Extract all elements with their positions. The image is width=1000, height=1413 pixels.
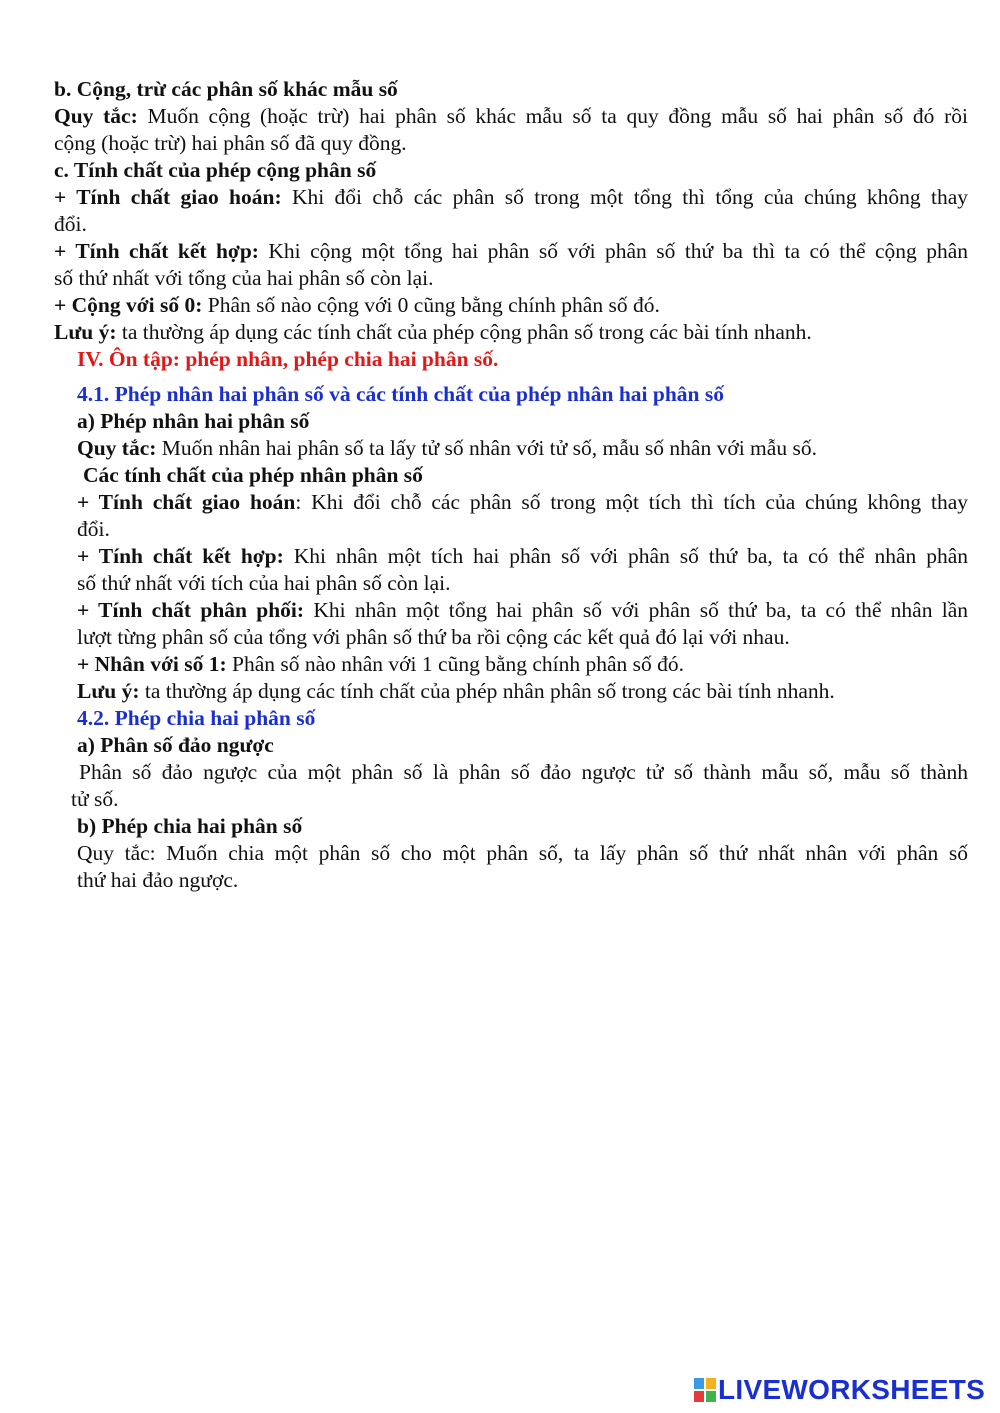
heading-mult-props: Các tính chất của phép nhân phân số	[83, 463, 423, 487]
note-mult-line: Lưu ý: ta thường áp dụng các tính chất của phép nhân phân số trong các bài tính nhanh.	[77, 679, 835, 703]
liveworksheets-logo	[694, 1374, 990, 1406]
heading-c: c. Tính chất của phép cộng phân số	[54, 158, 377, 182]
logo-text: LIVEWORKSHEETS	[718, 1374, 986, 1405]
mult-associative-line2: số thứ nhất với tích của hai phân số còn lại.	[77, 571, 451, 595]
mult-one-line: + Nhân với số 1: Phân số nào nhân với 1 cũng bằng chính phân số đó.	[77, 652, 685, 676]
distributive-line2: lượt từng phân số của tổng với phân số thứ ba rồi cộng các kết quả đó lại với nhau.	[77, 625, 790, 649]
mult-associative-line1: + Tính chất kết hợp: Khi nhân một tích hai phân số với phân số thứ ba, ta có thể nhân phân	[77, 544, 969, 568]
heading-4-1: 4.1. Phép nhân hai phân số và các tính chất của phép nhân hai phân số	[77, 382, 725, 406]
heading-4-2-b: b) Phép chia hai phân số	[77, 814, 303, 838]
mult-commutative-line2: đổi.	[77, 517, 110, 541]
commutative-line1: + Tính chất giao hoán: Khi đổi chỗ các phân số trong một tổng thì tổng của chúng không thay	[54, 185, 969, 209]
rule-b-line1: Quy tắc: Muốn cộng (hoặc trừ) hai phân số khác mẫu số ta quy đồng mẫu số hai phân số đó rồi	[54, 104, 969, 128]
associative-line1: + Tính chất kết hợp: Khi cộng một tổng hai phân số với phân số thứ ba thì ta có thể cộng phân	[54, 239, 969, 263]
commutative-line2: đổi.	[54, 212, 87, 236]
heading-4-1-a: a) Phép nhân hai phân số	[77, 409, 310, 433]
mult-commutative-line1: + Tính chất giao hoán: Khi đổi chỗ các phân số trong một tích thì tích của chúng không thay	[77, 490, 968, 514]
add-zero-line: + Cộng với số 0: Phân số nào cộng với 0 cũng bằng chính phân số đó.	[54, 293, 660, 317]
heading-b: b. Cộng, trừ các phân số khác mẫu số	[54, 77, 398, 101]
reciprocal-line1: Phân số đảo ngược của một phân số là phân số đảo ngược tử số thành mẫu số, mẫu số thành	[79, 760, 968, 784]
heading-iv: IV. Ôn tập: phép nhân, phép chia hai phân số.	[77, 347, 499, 371]
distributive-line1: + Tính chất phân phối: Khi nhân một tổng hai phân số với phân số thứ ba, ta có thể nhân lần	[77, 598, 969, 622]
division-rule-line2: thứ hai đảo ngược.	[77, 868, 239, 892]
note-c-line: Lưu ý: ta thường áp dụng các tính chất của phép cộng phân số trong các bài tính nhanh.	[54, 320, 812, 344]
division-rule-line1: Quy tắc: Muốn chia một phân số cho một phân số, ta lấy phân số thứ nhất nhân với phân số	[77, 841, 968, 865]
rule-mult-line: Quy tắc: Muốn nhân hai phân số ta lấy tử số nhân với tử số, mẫu số nhân với mẫu số.	[77, 436, 817, 460]
heading-4-2-a: a) Phân số đảo ngược	[77, 733, 274, 757]
reciprocal-line2: tử số.	[71, 787, 119, 811]
heading-4-2: 4.2. Phép chia hai phân số	[77, 706, 316, 730]
associative-line2: số thứ nhất với tổng của hai phân số còn lại.	[54, 266, 434, 290]
liveworksheets-mark-icon	[694, 1378, 716, 1402]
rule-b-line2: cộng (hoặc trừ) hai phân số đã quy đồng.	[54, 131, 407, 155]
